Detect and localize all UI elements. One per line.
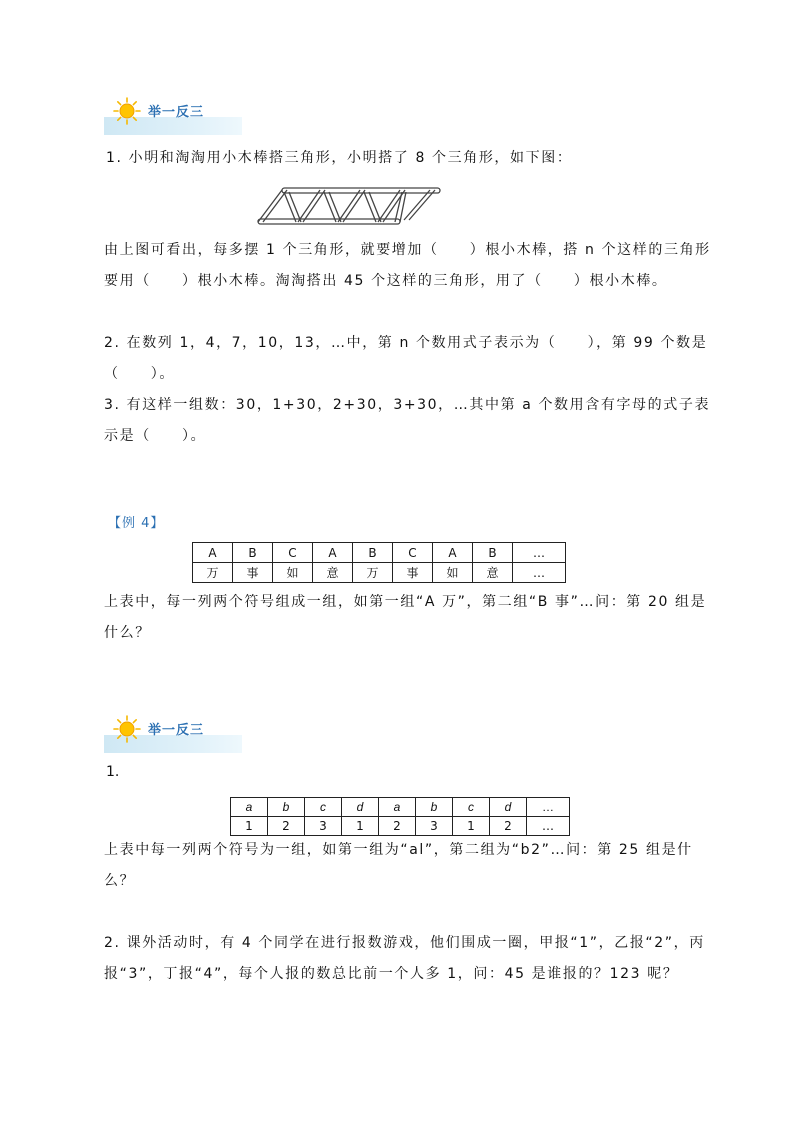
table-cell: a	[379, 798, 416, 817]
section2-table	[230, 797, 570, 836]
matchstick-triangles-figure	[254, 186, 444, 228]
table-cell: B	[353, 543, 393, 563]
table-cell: A	[433, 543, 473, 563]
s2-q1-question: 上表中每一列两个符号为一组，如第一组为“al”，第二组为“b2”…问：第 25 组是什么？	[104, 842, 693, 889]
table-cell: …	[527, 817, 570, 836]
example4-table	[192, 542, 566, 583]
table-cell: 1	[342, 817, 379, 836]
s2-q1-number: 1.	[106, 764, 120, 780]
table-cell: b	[416, 798, 453, 817]
table-cell: 事	[233, 563, 273, 583]
table-cell: 万	[353, 563, 393, 583]
table-cell: C	[273, 543, 313, 563]
q1-paragraph: 由上图可看出，每多摆 1 个三角形，就要增加（ ）根小木棒，搭 n 个这样的三角形要用（ ）根小木棒。淘淘搭出 45 个这样的三角形，用了（ ）根小木棒。	[104, 242, 711, 289]
table-cell: 万	[193, 563, 233, 583]
table-cell: B	[233, 543, 273, 563]
example4-label: 【例 4】	[108, 516, 165, 531]
q3-paragraph: 3. 有这样一组数：30，1+30，2+30，3+30，…其中第 a 个数用含有字母的式子表示是（ ）。	[104, 397, 711, 444]
table-cell: …	[513, 563, 566, 583]
q2-paragraph: 2. 在数列 1，4，7，10，13，…中，第 n 个数用式子表示为（ ），第 99 个数是（ ）。	[104, 335, 708, 382]
section2-title: 举一反三	[148, 723, 205, 738]
table-cell: …	[513, 543, 566, 563]
table-cell: A	[313, 543, 353, 563]
table-row	[193, 543, 566, 563]
table-cell: 2	[490, 817, 527, 836]
table-cell: 2	[379, 817, 416, 836]
table-cell: c	[453, 798, 490, 817]
table-cell: 3	[416, 817, 453, 836]
sun-icon	[112, 714, 142, 744]
table-cell: d	[490, 798, 527, 817]
table-cell: c	[305, 798, 342, 817]
table-row	[231, 817, 570, 836]
section1-title: 举一反三	[148, 105, 205, 120]
table-cell: 3	[305, 817, 342, 836]
table-cell: 1	[231, 817, 268, 836]
q1-line1: 1. 小明和淘淘用小木棒搭三角形，小明搭了 8 个三角形，如下图：	[106, 150, 573, 166]
table-cell: …	[527, 798, 570, 817]
table-row	[193, 563, 566, 583]
table-cell: 2	[268, 817, 305, 836]
table-cell: 意	[473, 563, 513, 583]
s2-q2-question: 2. 课外活动时，有 4 个同学在进行报数游戏，他们围成一圈，甲报“1”，乙报“2”，丙报“3”，丁报“4”，每个人报的数总比前一个人多 1，问：45 是谁报的？123 呢？	[104, 935, 705, 982]
table-cell: b	[268, 798, 305, 817]
table-cell: 事	[393, 563, 433, 583]
table-cell: d	[342, 798, 379, 817]
example4-question: 上表中，每一列两个符号组成一组，如第一组“A 万”，第二组“B 事”…问：第 20 组是什么？	[104, 594, 707, 641]
table-cell: 1	[453, 817, 490, 836]
table-cell: A	[193, 543, 233, 563]
table-row	[231, 798, 570, 817]
table-cell: 如	[273, 563, 313, 583]
table-cell: C	[393, 543, 433, 563]
table-cell: 如	[433, 563, 473, 583]
sun-icon	[112, 96, 142, 126]
table-cell: B	[473, 543, 513, 563]
table-cell: a	[231, 798, 268, 817]
table-cell: 意	[313, 563, 353, 583]
